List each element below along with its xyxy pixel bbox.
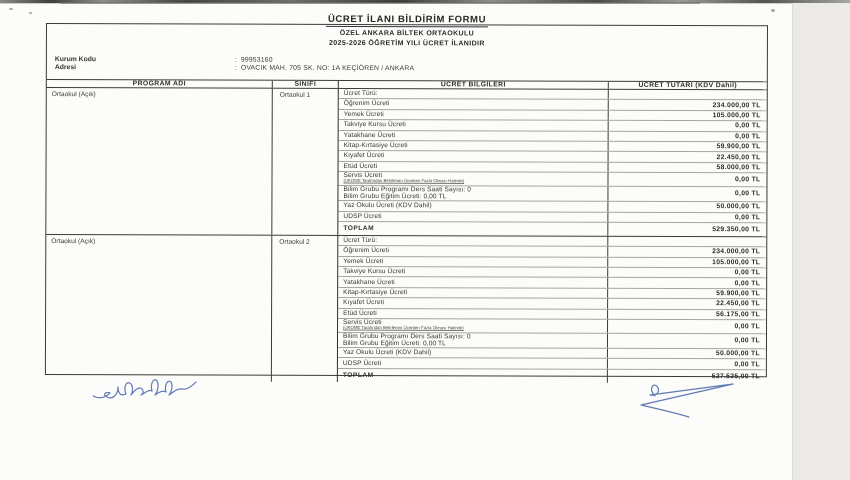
adres-row <box>55 64 767 74</box>
fee-label <box>338 288 608 298</box>
fee-amount: 22.450,00 TL <box>716 300 761 308</box>
program-name: Ortaokul (Açık) <box>46 88 272 235</box>
fee-amount: 234.000,00 TL <box>712 248 761 256</box>
fee-label-text: Kitap-Kırtasiye Ücreti <box>343 288 408 297</box>
fee-label <box>339 131 609 141</box>
program-name: Ortaokul (Açık) <box>46 235 272 382</box>
fee-label <box>338 257 608 267</box>
fee-label <box>338 186 608 201</box>
fee-label <box>338 319 608 332</box>
school-name: ÖZEL ANKARA BİLTEK ORTAOKULU <box>339 29 475 38</box>
fee-label <box>338 201 608 211</box>
fee-label <box>339 110 609 120</box>
fee-label <box>338 211 608 221</box>
fee-label-text: Etüd Ücreti <box>343 162 378 170</box>
fee-label <box>338 332 608 347</box>
fee-amount: 0,00 TL <box>734 176 761 184</box>
fee-label-text-line2: Bilim Grubu Eğitim Ücreti: 0,00 TL <box>342 339 446 348</box>
scanner-background <box>792 0 850 480</box>
fee-section-ortaokul-2 <box>46 235 766 383</box>
fee-amount: 56.175,00 TL <box>716 310 761 319</box>
fee-label-text: Takviye Kursu Ücreti <box>343 121 406 129</box>
fee-amount: 0,00 TL <box>734 322 761 331</box>
fee-amount: 234.000,00 TL <box>712 101 761 109</box>
header-ucret-tutari: ÜCRET TUTARI (KDV Dahil) <box>638 81 738 90</box>
fee-label-text-line2: Bilim Grubu Eğitim Ücreti: 0,00 TL <box>343 192 447 201</box>
fee-label <box>339 89 609 99</box>
kurum-kodu-value: 99953160 <box>240 56 273 64</box>
header-sinifi: SINIFI <box>273 81 339 88</box>
fee-label-text: Kitap-Kırtasiye Ücreti <box>343 142 408 150</box>
fee-label <box>338 309 608 319</box>
fee-label-text: Ücret Türü: <box>343 90 378 98</box>
signature-left <box>90 372 214 404</box>
fee-label-subtext: (UKOME Tarafından Belirlenen Ücretten Fazla Olması Halinde) <box>343 326 464 331</box>
fee-amount: 0,00 TL <box>735 132 761 141</box>
fee-label <box>338 298 608 308</box>
fee-label <box>339 120 609 130</box>
fee-label-text: Öğrenim Ücreti <box>343 247 390 255</box>
sinif-name: Ortaokul 2 <box>272 236 338 382</box>
year-line: 2025-2026 ÖĞRETİM YILI ÜCRET İLANIDIR <box>328 39 485 48</box>
fee-label <box>339 141 609 151</box>
fee-rows <box>338 89 766 236</box>
page-title-text: ÜCRET İLANI BİLDİRİM FORMU <box>326 14 488 28</box>
adres-value: OVACIK MAH. 705 SK. NO: 1A KEÇİÖREN / ANKARA <box>240 64 415 73</box>
kurum-kodu-label: Kurum Kodu <box>54 56 97 64</box>
adres-label: Adresi <box>54 64 77 72</box>
fee-label-text: Takviye Kursu Ücreti <box>343 268 406 276</box>
fee-label-text: Yatakhane Ücreti <box>343 278 395 286</box>
fee-label-text: Servis Ücreti <box>343 171 383 180</box>
fee-label <box>338 222 608 236</box>
fee-amount: 529.350,00 TL <box>712 226 761 234</box>
fee-rows <box>338 236 766 383</box>
fee-label-text: Servis Ücreti <box>343 318 382 326</box>
fee-amount: 58.000,00 TL <box>716 164 761 172</box>
fee-label <box>339 99 609 109</box>
fee-label <box>339 162 609 172</box>
fee-label <box>338 348 608 358</box>
fee-row <box>338 222 766 236</box>
fee-label-text: Bilim Grubu Programı Ders Saati Sayısı: 0 <box>342 332 471 340</box>
fee-section-ortaokul-1 <box>46 88 766 237</box>
scan-speck <box>9 8 13 10</box>
sinif-name: Ortaokul 1 <box>272 89 338 235</box>
fee-amount: 0,00 TL <box>734 360 760 368</box>
separator: : <box>234 64 237 72</box>
fee-label-text: TOPLAM <box>343 224 375 232</box>
fee-label <box>338 236 608 246</box>
fee-amount: 50.000,00 TL <box>715 350 760 358</box>
fee-label-text: Yatakhane Ücreti <box>343 131 396 139</box>
fee-amount: 22.450,00 TL <box>716 153 761 161</box>
header-program-adi: PROGRAM ADI <box>47 80 273 88</box>
form-box <box>45 23 768 381</box>
fee-label-text: Ücret Türü: <box>343 236 378 245</box>
fee-label <box>338 172 608 185</box>
fee-label <box>339 151 609 161</box>
fee-amount: 105.000,00 TL <box>712 112 761 120</box>
fee-label-text: Bilim Grubu Programı Ders Saati Sayısı: 0 <box>343 185 472 194</box>
fee-label-text: Etüd Ücreti <box>343 309 377 317</box>
fee-label-text: Öğrenim Ücreti <box>343 100 390 108</box>
fee-row <box>338 172 766 187</box>
fee-amount: 50.000,00 TL <box>716 203 761 211</box>
fee-amount: 59.900,00 TL <box>716 143 761 151</box>
signature-right <box>632 378 746 420</box>
fee-amount: 527.525,00 TL <box>711 372 760 381</box>
fee-label-text: Kıyafet Ücreti <box>343 152 385 160</box>
fee-amount <box>609 90 767 100</box>
handwritten-signature-icon <box>90 372 214 404</box>
fee-amount: 0,00 TL <box>734 269 761 277</box>
fee-label <box>338 246 608 256</box>
fee-label <box>338 277 608 287</box>
handwritten-paraf-icon <box>632 378 746 420</box>
fee-row <box>338 332 766 349</box>
fee-label <box>338 369 608 383</box>
fee-label-subtext: (UKOME Tarafından Belirlenen Ücretten Fazla Olması Halinde) <box>343 179 465 184</box>
fee-label-text: TOPLAM <box>342 371 374 379</box>
fee-amount: 59.900,00 TL <box>716 290 761 298</box>
fee-amount: 0,00 TL <box>734 279 761 287</box>
fee-amount: 105.000,00 TL <box>712 258 761 267</box>
fee-row <box>338 186 766 203</box>
fee-label-text: UDSP Ücreti <box>343 212 382 220</box>
fee-label-text: Yemek Ücreti <box>343 257 384 265</box>
scan-speck <box>29 12 32 14</box>
fee-label <box>338 267 608 277</box>
scan-edge-artifact <box>60 2 700 4</box>
scan-speck <box>771 9 775 12</box>
separator: : <box>234 56 237 64</box>
fee-amount: 0,00 TL <box>734 190 761 198</box>
fee-amount <box>608 237 766 247</box>
fee-label <box>338 358 608 368</box>
fee-label-text: Yemek Ücreti <box>343 110 384 118</box>
fee-amount: 0,00 TL <box>734 337 761 345</box>
fee-label-text: UDSP Ücreti <box>342 359 382 367</box>
header-ucret-bilgileri: ÜCRET BİLGİLERİ <box>339 81 609 89</box>
fee-amount: 0,00 TL <box>734 213 761 221</box>
fee-amount: 0,00 TL <box>735 122 761 130</box>
fee-label-text: Yaz Okulu Ücreti (KDV Dahil) <box>343 202 432 210</box>
fee-row <box>338 319 766 334</box>
fee-label-text: Yaz Okulu Ücreti (KDV Dahil) <box>342 349 432 357</box>
fee-label-text: Kıyafet Ücreti <box>343 299 385 307</box>
